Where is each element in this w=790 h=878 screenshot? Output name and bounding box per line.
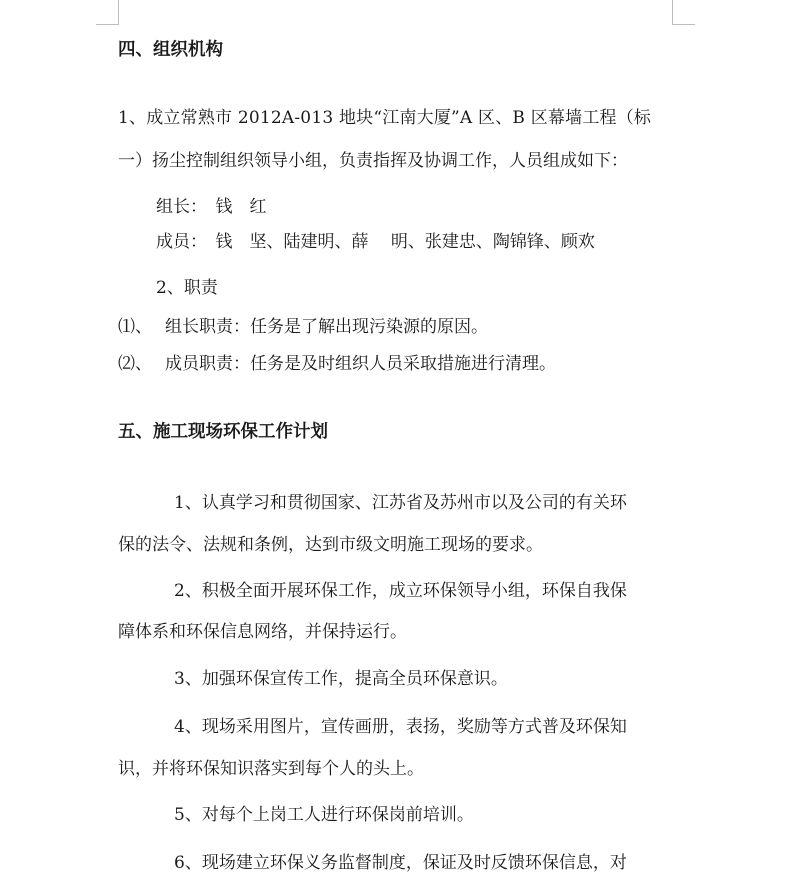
paragraph-line: 保的法令、法规和条例，达到市级文明施工现场的要求。	[118, 535, 543, 555]
team-members-line: 成员： 钱 坚、陆建明、薛 明、张建忠、陶锦锋、顾欢	[156, 232, 595, 252]
section-4-heading: 四、组织机构	[118, 40, 223, 60]
duty-2-number: ⑵、	[118, 354, 152, 374]
paragraph-line: 5、对每个上岗工人进行环保岗前培训。	[174, 805, 474, 825]
section-5-heading: 五、施工现场环保工作计划	[118, 422, 328, 442]
paragraph-line: 一）扬尘控制组织领导小组，负责指挥及协调工作，人员组成如下：	[118, 151, 628, 171]
duty-2-text: 成员职责：任务是及时组织人员采取措施进行清理。	[165, 354, 556, 374]
paragraph-line: 2、积极全面开展环保工作，成立环保领导小组，环保自我保	[174, 581, 627, 601]
page-margin-mark-right	[672, 0, 695, 25]
page-margin-mark-left	[96, 0, 119, 25]
paragraph-line: 1、成立常熟市 2012A-013 地块“江南大厦”A 区、B 区幕墙工程（标	[118, 108, 652, 128]
paragraph-line: 4、现场采用图片，宣传画册，表扬，奖励等方式普及环保知	[174, 717, 627, 737]
team-leader-line: 组长： 钱 红	[156, 197, 267, 217]
paragraph-line: 6、现场建立环保义务监督制度，保证及时反馈环保信息，对	[174, 853, 627, 873]
duty-1-text: 组长职责：任务是了解出现污染源的原因。	[165, 317, 488, 337]
duty-1-number: ⑴、	[118, 317, 152, 337]
paragraph-line: 障体系和环保信息网络，并保持运行。	[118, 622, 407, 642]
paragraph-line: 识，并将环保知识落实到每个人的头上。	[118, 759, 424, 779]
paragraph-line: 1、认真学习和贯彻国家、江苏省及苏州市以及公司的有关环	[174, 493, 627, 513]
duties-heading: 2、职责	[156, 278, 218, 298]
paragraph-line: 3、加强环保宣传工作，提高全员环保意识。	[174, 669, 508, 689]
